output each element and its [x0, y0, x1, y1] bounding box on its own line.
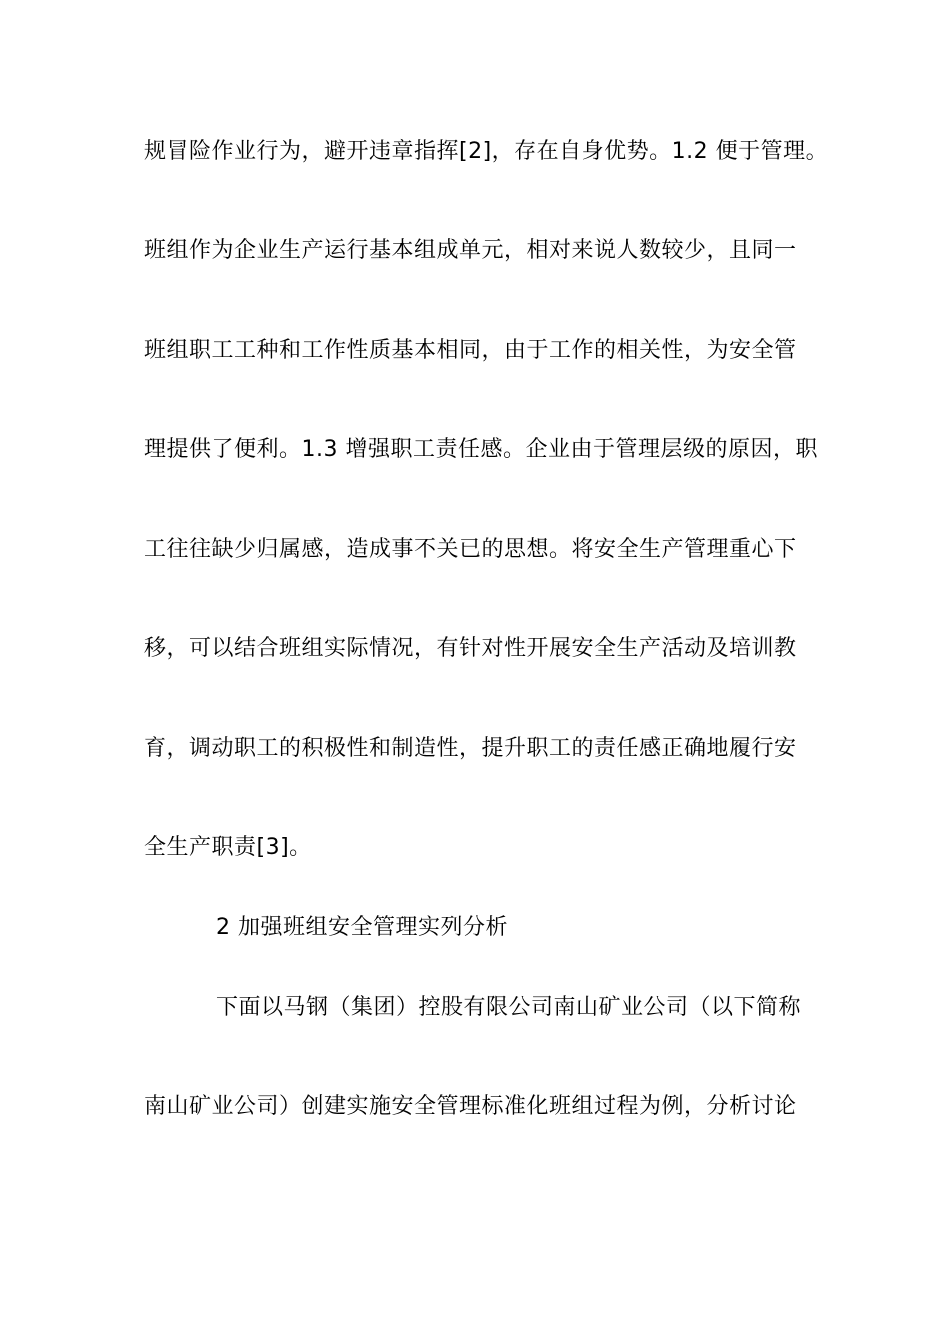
text-line: 下面以马钢（集团）控股有限公司南山矿业公司（以下简称	[216, 995, 802, 1020]
text-line: 育，调动职工的积极性和制造性，提升职工的责任感正确地履行安	[144, 736, 797, 761]
text-line: 班组职工工种和工作性质基本相同，由于工作的相关性，为安全管	[144, 338, 797, 363]
text-line: 理提供了便利。1.3 增强职工责任感。企业由于管理层级的原因，职	[144, 437, 818, 462]
text-line: 全生产职责[3]。	[144, 835, 312, 860]
text-line: 工往往缺少归属感，造成事不关已的思想。将安全生产管理重心下	[144, 537, 797, 562]
section-heading: 2 加强班组安全管理实列分析	[216, 915, 508, 940]
text-line: 规冒险作业行为，避开违章指挥[2]，存在自身优势。1.2 便于管理。	[144, 139, 829, 164]
text-line: 移，可以结合班组实际情况，有针对性开展安全生产活动及培训教	[144, 636, 797, 661]
text-line: 班组作为企业生产运行基本组成单元，相对来说人数较少，且同一	[144, 238, 797, 263]
text-line: 南山矿业公司）创建实施安全管理标准化班组过程为例，分析讨论	[144, 1094, 797, 1119]
